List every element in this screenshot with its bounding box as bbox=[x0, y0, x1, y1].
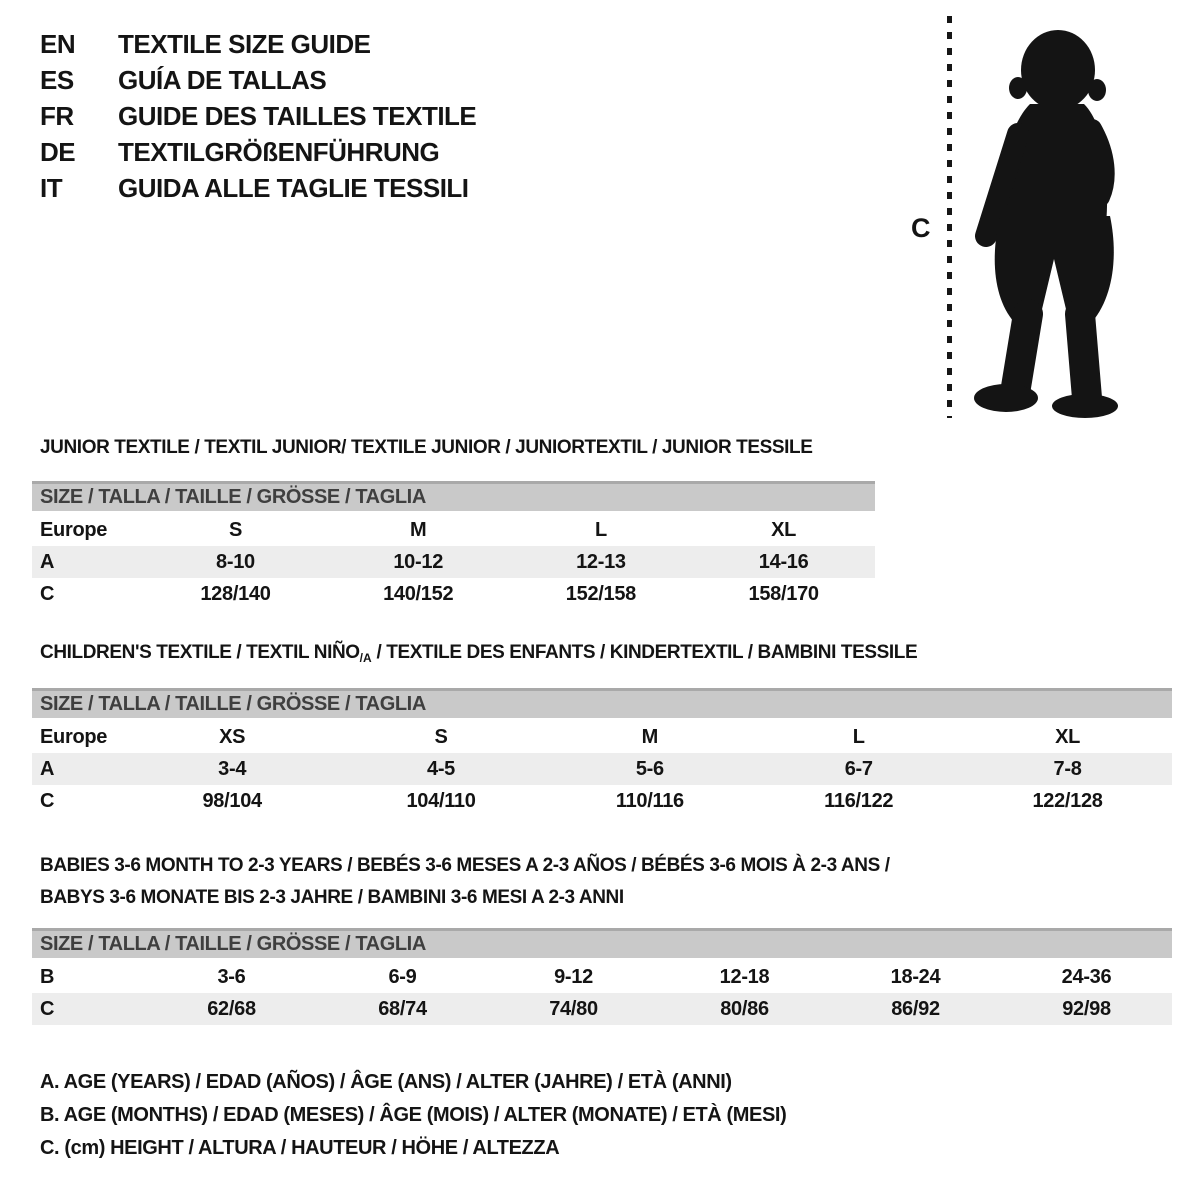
row-key: A bbox=[40, 758, 55, 780]
age-value: 4-5 bbox=[427, 758, 456, 780]
children-heading-subscript: /A bbox=[359, 651, 372, 665]
row-key: C bbox=[40, 583, 55, 605]
children-size-header-bar: SIZE / TALLA / TAILLE / GRÖSSE / TAGLIA bbox=[32, 688, 1172, 718]
row-key: C bbox=[40, 790, 55, 812]
legend-line-c: C. (cm) HEIGHT / ALTURA / HAUTEUR / HÖHE / ALTEZZA bbox=[40, 1137, 560, 1159]
height-value: 68/74 bbox=[378, 998, 427, 1020]
row-key: B bbox=[40, 966, 55, 988]
age-value: 10-12 bbox=[393, 551, 444, 573]
language-row-de bbox=[40, 134, 476, 170]
age-value: 5-6 bbox=[635, 758, 664, 780]
months-value: 12-18 bbox=[719, 966, 770, 988]
junior-height-row bbox=[32, 578, 875, 610]
guide-title-fr: GUIDE DES TAILLES TEXTILE bbox=[118, 101, 477, 131]
children-region-label: Europe bbox=[40, 726, 108, 748]
language-row-en bbox=[40, 26, 476, 62]
children-section-heading bbox=[40, 642, 917, 665]
height-value: 152/158 bbox=[565, 583, 636, 605]
height-measure-label: C bbox=[911, 213, 931, 243]
children-height-row bbox=[32, 785, 1172, 817]
junior-region-label: Europe bbox=[40, 519, 108, 541]
height-value: 116/122 bbox=[824, 790, 894, 812]
junior-section-heading: JUNIOR TEXTILE / TEXTIL JUNIOR/ TEXTILE JUNIOR / JUNIORTEXTIL / JUNIOR TESSILE bbox=[40, 437, 813, 458]
babies-months-row bbox=[32, 961, 1172, 993]
guide-title-en: TEXTILE SIZE GUIDE bbox=[118, 29, 371, 59]
children-size-col: XS bbox=[219, 726, 246, 748]
legend-line-a: A. AGE (YEARS) / EDAD (AÑOS) / ÂGE (ANS) / ALTER (JAHRE) / ETÀ (ANNI) bbox=[40, 1071, 732, 1093]
junior-age-row bbox=[32, 546, 875, 578]
babies-height-row bbox=[32, 993, 1172, 1025]
junior-columns-row bbox=[32, 514, 875, 546]
children-heading-text: / TEXTILE DES ENFANTS / KINDERTEXTIL / BAMBINI TESSILE bbox=[371, 642, 918, 663]
babies-size-header-bar: SIZE / TALLA / TAILLE / GRÖSSE / TAGLIA bbox=[32, 928, 1172, 958]
junior-size-col: L bbox=[594, 519, 607, 541]
height-value: 98/104 bbox=[202, 790, 262, 812]
months-value: 24-36 bbox=[1061, 966, 1112, 988]
row-key: A bbox=[40, 551, 55, 573]
months-value: 6-9 bbox=[388, 966, 417, 988]
months-value: 9-12 bbox=[554, 966, 593, 988]
age-value: 8-10 bbox=[216, 551, 255, 573]
babies-heading-line1: BABIES 3-6 MONTH TO 2-3 YEARS / BEBÉS 3-6 MESES A 2-3 AÑOS / BÉBÉS 3-6 MOIS À 2-3 ANS / bbox=[40, 855, 890, 876]
junior-size-header-bar: SIZE / TALLA / TAILLE / GRÖSSE / TAGLIA bbox=[32, 481, 875, 511]
guide-title-it: GUIDA ALLE TAGLIE TESSILI bbox=[118, 173, 469, 203]
height-value: 104/110 bbox=[406, 790, 476, 812]
children-size-col: L bbox=[852, 726, 865, 748]
children-size-col: XL bbox=[1055, 726, 1081, 748]
toddler-silhouette-icon bbox=[966, 14, 1138, 420]
age-value: 12-13 bbox=[576, 551, 626, 573]
children-size-col: S bbox=[434, 726, 448, 748]
language-row-it bbox=[40, 170, 476, 206]
junior-size-table bbox=[32, 481, 875, 610]
height-value: 128/140 bbox=[200, 583, 271, 605]
age-value: 6-7 bbox=[844, 758, 873, 780]
language-code: IT bbox=[40, 173, 63, 203]
language-row-es bbox=[40, 62, 476, 98]
junior-size-col: S bbox=[228, 519, 242, 541]
guide-title-es: GUÍA DE TALLAS bbox=[118, 65, 327, 95]
months-value: 3-6 bbox=[217, 966, 246, 988]
height-value: 92/98 bbox=[1062, 998, 1111, 1020]
legend-line-b: B. AGE (MONTHS) / EDAD (MESES) / ÂGE (MOIS) / ALTER (MONATE) / ETÀ (MESI) bbox=[40, 1104, 787, 1126]
height-value: 62/68 bbox=[207, 998, 256, 1020]
height-measure-dashed-line bbox=[947, 16, 952, 418]
row-key: C bbox=[40, 998, 55, 1020]
measure-legend bbox=[40, 1066, 786, 1165]
height-value: 140/152 bbox=[383, 583, 454, 605]
guide-title-de: TEXTILGRÖßENFÜHRUNG bbox=[118, 137, 440, 167]
language-row-fr bbox=[40, 98, 476, 134]
babies-size-table bbox=[32, 928, 1172, 1025]
children-columns-row bbox=[32, 721, 1172, 753]
children-age-row bbox=[32, 753, 1172, 785]
height-value: 122/128 bbox=[1032, 790, 1103, 812]
language-code: FR bbox=[40, 101, 74, 131]
height-value: 80/86 bbox=[720, 998, 769, 1020]
language-title-list bbox=[40, 26, 476, 206]
age-value: 7-8 bbox=[1053, 758, 1082, 780]
age-value: 14-16 bbox=[758, 551, 809, 573]
height-value: 110/116 bbox=[615, 790, 684, 812]
height-value: 74/80 bbox=[549, 998, 598, 1020]
language-code: DE bbox=[40, 137, 76, 167]
babies-heading-line2: BABYS 3-6 MONATE BIS 2-3 JAHRE / BAMBINI 3-6 MESI A 2-3 ANNI bbox=[40, 887, 624, 908]
language-code: ES bbox=[40, 65, 74, 95]
junior-size-col: M bbox=[410, 519, 427, 541]
children-size-col: M bbox=[641, 726, 659, 748]
babies-section-heading bbox=[40, 850, 890, 914]
age-value: 3-4 bbox=[218, 758, 247, 780]
height-value: 86/92 bbox=[891, 998, 940, 1020]
height-value: 158/170 bbox=[748, 583, 819, 605]
junior-size-col: XL bbox=[771, 519, 797, 541]
months-value: 18-24 bbox=[890, 966, 941, 988]
language-code: EN bbox=[40, 29, 76, 59]
children-heading-text: CHILDREN'S TEXTILE / TEXTIL NIÑO bbox=[40, 642, 360, 663]
children-size-table bbox=[32, 688, 1172, 817]
